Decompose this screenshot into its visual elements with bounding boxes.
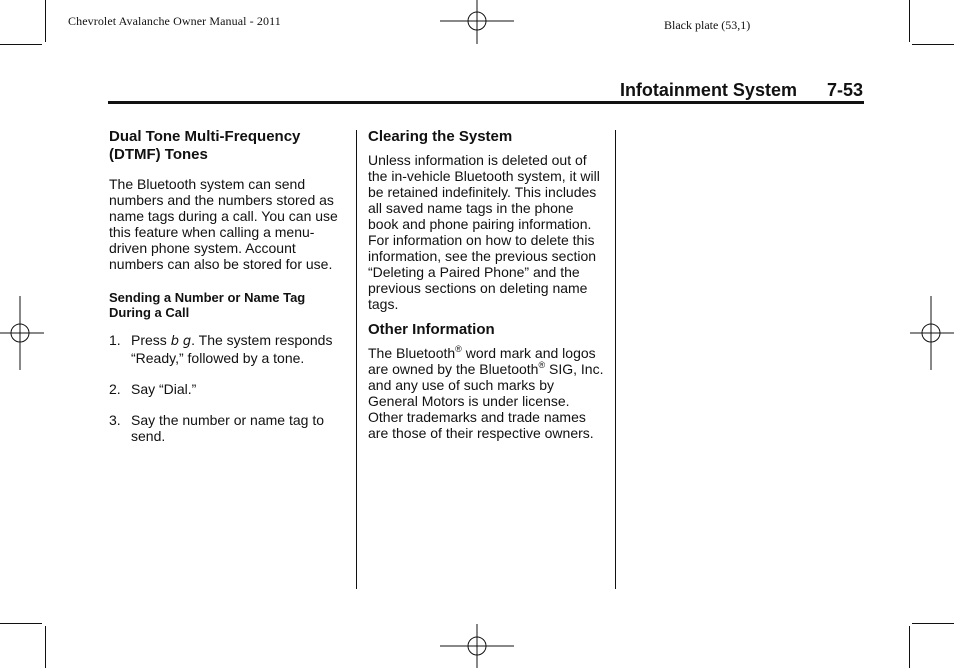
page-number: 7-53 (826, 80, 863, 100)
crop-mark-bottom-right-v (909, 626, 910, 668)
registration-mark-top (440, 0, 514, 44)
step-number: 3. (109, 412, 121, 428)
registration-mark-left (0, 296, 44, 370)
crop-mark-top-right-v (909, 0, 910, 42)
step-number: 1. (109, 332, 121, 348)
steps-list (109, 332, 347, 444)
column-divider-2 (615, 130, 616, 589)
crop-mark-top-left-h (0, 44, 42, 45)
phone-button-icon: b (170, 334, 179, 349)
dtmf-heading: Dual Tone Multi-Frequency (DTMF) Tones (109, 128, 301, 163)
clearing-system-heading: Clearing the System (368, 128, 513, 145)
other-information-text (368, 345, 606, 441)
push-to-talk-icon: g (182, 334, 192, 349)
plate-manual-title: Chevrolet Avalanche Owner Manual - 2011 (68, 14, 281, 28)
crop-mark-top-right-h (912, 44, 954, 45)
list-item (109, 332, 347, 366)
header-rule (108, 101, 864, 104)
registration-mark-bottom (440, 624, 514, 668)
step-text: Say the number or name tag to send. (131, 412, 324, 444)
step-text-post: . The system responds “Ready,” followed by a tone. (131, 332, 333, 366)
bluetooth-text-c: SIG, Inc. and any use of such marks by General Motors is under license. Other trademarks and trade names are those of their respective owners. (368, 361, 604, 441)
sending-number-subheading: Sending a Number or Name Tag During a Call (109, 290, 306, 320)
column-divider-1 (356, 130, 357, 589)
running-head (460, 80, 863, 101)
registration-mark-right (910, 296, 954, 370)
plate-label: Black plate (53,1) (664, 18, 751, 32)
crop-mark-bottom-left-h (0, 623, 42, 624)
other-information-heading: Other Information (368, 321, 495, 338)
dtmf-intro: The Bluetooth system can send numbers and the numbers stored as name tags during a call. You can use this feature when calling a menu-driven phone system. Account numbers can also be stored for use. (109, 176, 338, 272)
section-title: Infotainment System (619, 80, 797, 100)
clearing-system-text: Unless information is deleted out of the in-vehicle Bluetooth system, it will be retained indefinitely. This includes all saved name tags in the phone book and phone pairing information. For information on how to delete this information, see the previous section “Deleting a Paired Phone” and the previous sections on deleting name tags. (368, 152, 600, 312)
column-left (109, 128, 347, 444)
step-text: Say “Dial.” (131, 381, 197, 397)
step-text-pre: Press (131, 332, 167, 348)
registered-mark: ® (455, 344, 462, 354)
column-middle (368, 128, 606, 441)
registered-mark: ® (538, 360, 546, 370)
list-item (109, 412, 347, 444)
crop-mark-bottom-right-h (912, 623, 954, 624)
crop-mark-top-left-v (45, 0, 46, 42)
crop-mark-bottom-left-v (45, 626, 46, 668)
bluetooth-text-b: word mark and logos are owned by the Bluetooth (368, 345, 596, 377)
bluetooth-text-a: The Bluetooth (368, 345, 456, 361)
list-item (109, 381, 347, 397)
step-number: 2. (109, 381, 121, 397)
